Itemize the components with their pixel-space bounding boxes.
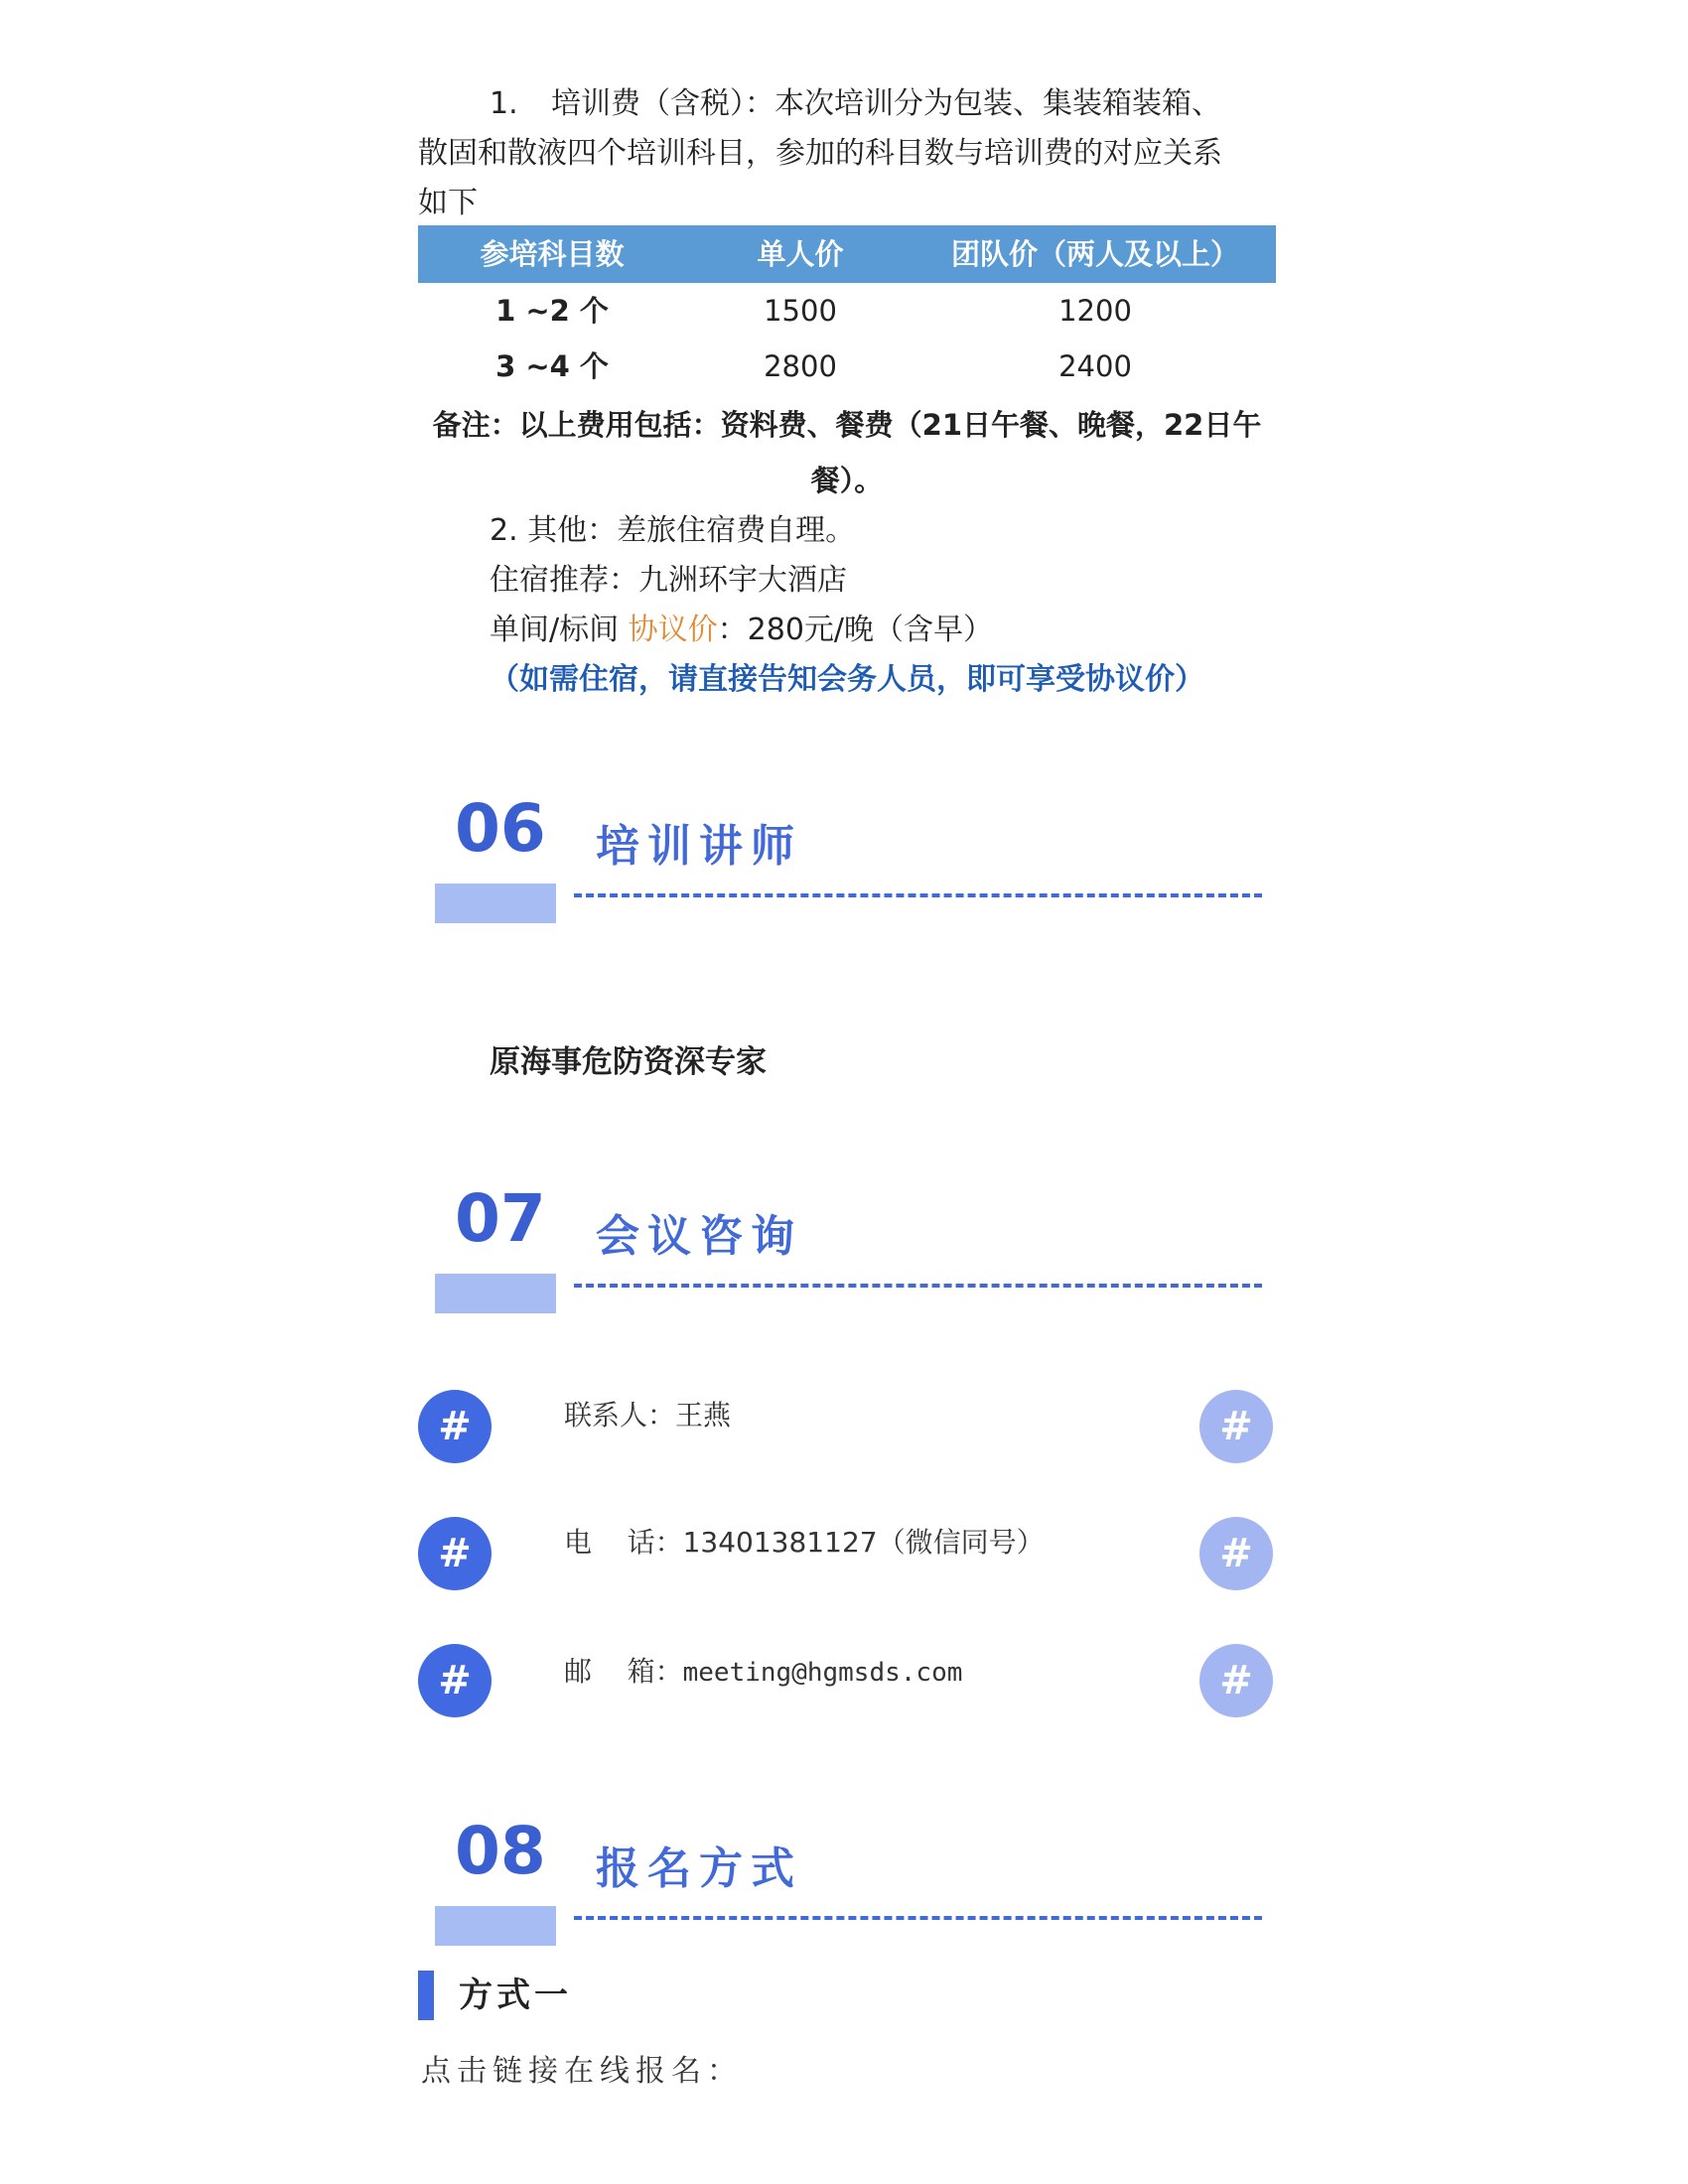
section-07-title: 会议咨询 — [596, 1211, 802, 1262]
fee-table-row — [418, 339, 1276, 394]
contact-email-label: 邮 箱： — [564, 1655, 683, 1688]
hash-icon: # — [1199, 1517, 1273, 1590]
fee-table-header — [418, 225, 1276, 283]
fee-table-cell-team-price: 1200 — [1058, 294, 1132, 328]
fee-item-2: 2. 其他：差旅住宿费自理。 — [490, 513, 856, 548]
fee-table-header-subjects: 参培科目数 — [480, 237, 625, 271]
fee-table-cell-subjects: 3 ~4 个 — [495, 349, 609, 383]
contact-phone-label: 电 话： — [564, 1526, 683, 1559]
contact-email — [564, 1652, 962, 1693]
contact-phone-note: （微信同号） — [877, 1526, 1045, 1559]
section-07-divider — [574, 1284, 1262, 1288]
contact-person-name: 王燕 — [675, 1399, 732, 1432]
contact-person-label: 联系人： — [564, 1399, 676, 1432]
section-08-divider — [574, 1916, 1262, 1920]
contact-phone — [564, 1523, 1045, 1563]
contact-phone-value: 13401381127 — [682, 1526, 878, 1559]
fee-table-cell-subjects: 1 ~2 个 — [495, 294, 609, 328]
fee-note-line-1: 备注：以上费用包括：资料费、餐费（21日午餐、晚餐，22日午 — [432, 408, 1262, 442]
section-08-title: 报名方式 — [596, 1843, 802, 1894]
hotel-price-highlight: 协议价 — [628, 613, 718, 647]
hotel-price-suffix: ：280元/晚（含早） — [717, 613, 994, 647]
fee-item-1-number: 1. — [490, 86, 518, 121]
fee-table-cell-team-price: 2400 — [1058, 349, 1132, 383]
hash-icon: # — [418, 1390, 492, 1463]
fee-item-1-line-1: 培训费（含税）：本次培训分为包装、集装箱装箱、 — [551, 86, 1221, 121]
signup-method-title: 方式一 — [459, 1976, 572, 2015]
section-06-divider — [574, 893, 1262, 897]
hash-icon: # — [1199, 1390, 1273, 1463]
hash-icon: # — [418, 1644, 492, 1717]
hotel-recommendation: 住宿推荐：九洲环宇大酒店 — [490, 563, 847, 598]
fee-table-header-team-price: 团队价（两人及以上） — [950, 237, 1239, 271]
fee-table-cell-single-price: 1500 — [764, 294, 837, 328]
section-07-number: 07 — [455, 1180, 546, 1257]
signup-method-text: 点击链接在线报名： — [421, 2054, 743, 2089]
section-06-number: 06 — [455, 790, 546, 867]
fee-item-1-line-2: 散固和散液四个培训科目，参加的科目数与培训费的对应关系 — [418, 136, 1222, 171]
section-06-title: 培训讲师 — [596, 821, 802, 872]
section-08-block — [435, 1906, 556, 1946]
hash-icon: # — [1199, 1644, 1273, 1717]
fee-note-line-2: 餐）。 — [810, 464, 884, 497]
method-accent-bar — [418, 1971, 434, 2020]
fee-table-row — [418, 283, 1276, 339]
contact-email-value[interactable]: meeting@hgmsds.com — [682, 1658, 963, 1688]
hash-icon: # — [418, 1517, 492, 1590]
fee-table-cell-single-price: 2800 — [764, 349, 837, 383]
section-08-number: 08 — [455, 1813, 546, 1889]
fee-item-1-line-3: 如下 — [418, 186, 478, 220]
hotel-booking-note: （如需住宿，请直接告知会务人员，即可享受协议价） — [490, 662, 1204, 697]
contact-person — [564, 1396, 731, 1435]
hotel-price — [490, 606, 993, 655]
fee-table-header-single-price: 单人价 — [757, 237, 844, 271]
hotel-price-prefix: 单间/标间 — [490, 613, 629, 647]
section-07-block — [435, 1274, 556, 1313]
section-06-block — [435, 884, 556, 923]
lecturer-description: 原海事危防资深专家 — [490, 1044, 767, 1080]
